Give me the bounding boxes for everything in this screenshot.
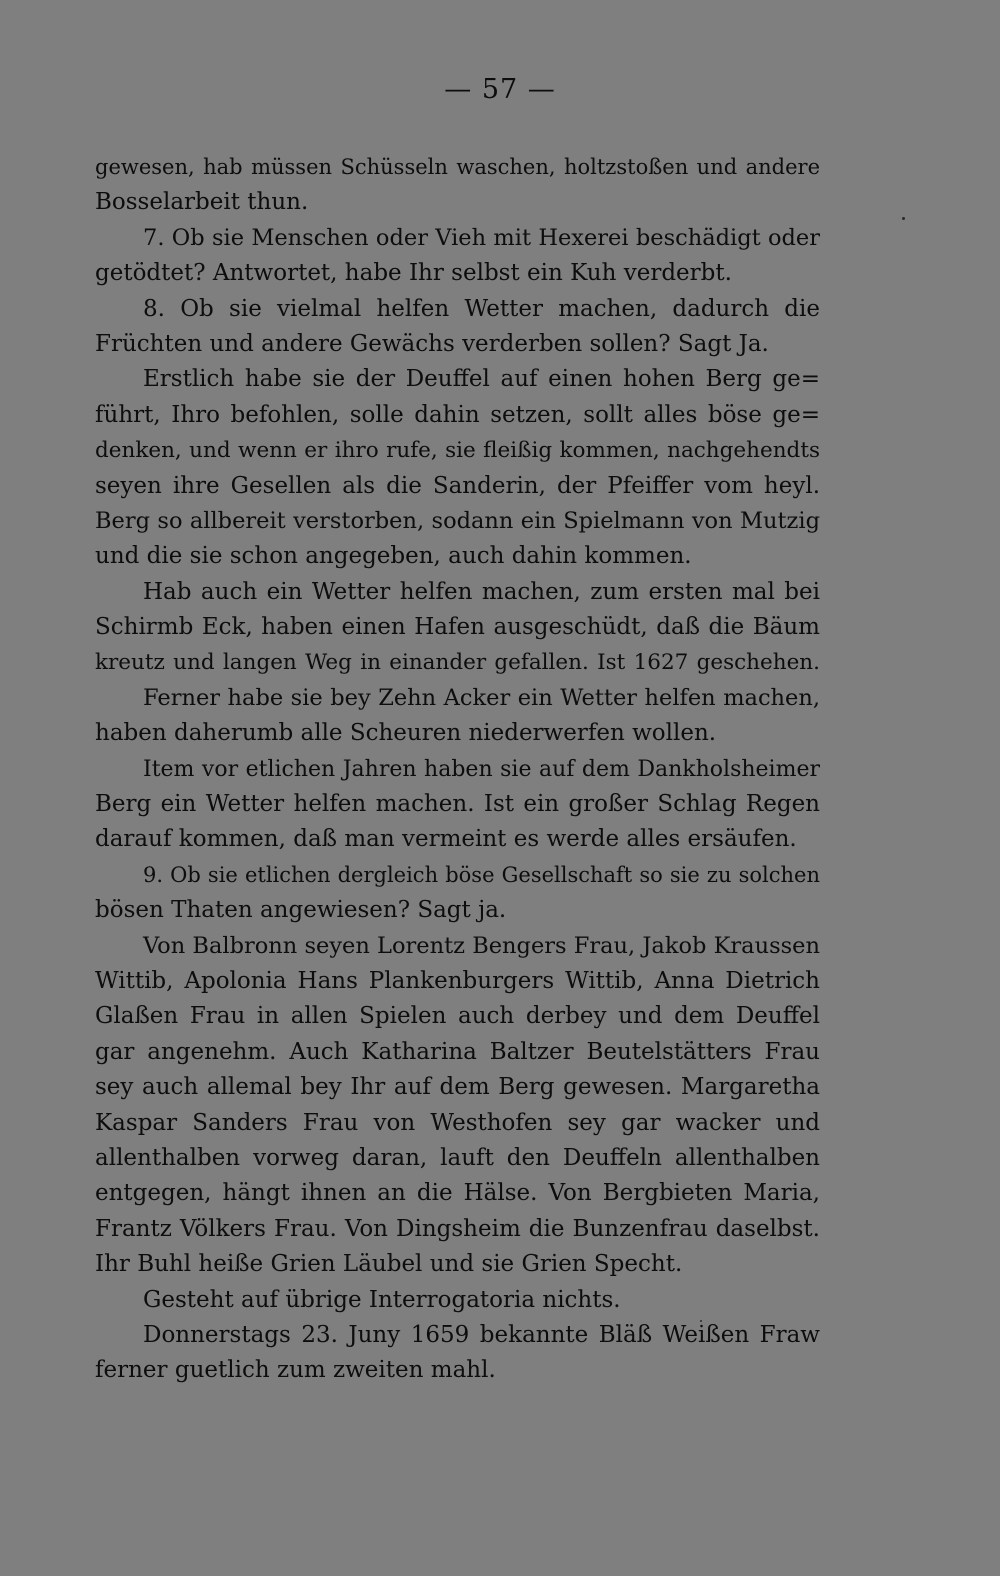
- text-line: haben daherumb alle Scheuren niederwerfen wollen.: [95, 720, 717, 747]
- text-line: Früchten und andere Gewächs verderben sollen? Sagt Ja.: [95, 330, 769, 357]
- text-line: Glaßen Frau in allen Spielen auch derbey und dem Deuffel: [95, 1003, 820, 1030]
- text-line: Item vor etlichen Jahren haben sie auf dem Dankholsheimer: [143, 756, 820, 782]
- text-line: darauf kommen, daß man vermeint es werde alles ersäufen.: [95, 826, 797, 853]
- text-line: Schirmb Eck, haben einen Hafen ausgeschüdt, daß die Bäum: [95, 614, 820, 641]
- text-line: Donnerstags 23. Juny 1659 bekannte Bläß Weißen Fraw: [143, 1321, 820, 1348]
- text-line: 7. Ob sie Menschen oder Vieh mit Hexerei beschädigt oder: [143, 224, 820, 251]
- text-line: denken, und wenn er ihro rufe, sie fleißig kommen, nachgehendts: [95, 438, 820, 464]
- text-line: Ferner habe sie bey Zehn Acker ein Wetter helfen machen,: [143, 684, 820, 711]
- text-line: Bosselarbeit thun.: [95, 189, 309, 216]
- body-text: [95, 150, 820, 1389]
- text-line: entgegen, hängt ihnen an die Hälse. Von Bergbieten Maria,: [95, 1180, 820, 1207]
- text-line: sey auch allemal bey Ihr auf dem Berg gewesen. Margaretha: [95, 1074, 820, 1101]
- text-line: Berg so allbereit verstorben, sodann ein Spielmann von Mutzig: [95, 507, 820, 534]
- text-line: getödtet? Antwortet, habe Ihr selbst ein Kuh verderbt.: [95, 260, 732, 287]
- text-line: Berg ein Wetter helfen machen. Ist ein großer Schlag Regen: [95, 791, 820, 818]
- scan-speck: [700, 1320, 702, 1322]
- scan-speck: [902, 217, 905, 220]
- text-line: Wittib, Apolonia Hans Plankenburgers Wittib, Anna Dietrich: [95, 967, 820, 994]
- text-line: gar angenehm. Auch Katharina Baltzer Beutelstätters Frau: [95, 1038, 820, 1065]
- text-line: führt, Ihro befohlen, solle dahin setzen, sollt alles böse ge=: [95, 401, 820, 428]
- text-line: allenthalben vorweg daran, lauft den Deuffeln allenthalben: [95, 1144, 820, 1171]
- text-line: ferner guetlich zum zweiten mahl.: [95, 1357, 496, 1384]
- text-line: Kaspar Sanders Frau von Westhofen sey gar wacker und: [95, 1109, 820, 1136]
- text-line: 8. Ob sie vielmal helfen Wetter machen, dadurch die: [143, 295, 820, 322]
- text-line: gewesen, hab müssen Schüsseln waschen, holtzstoßen und andere: [95, 155, 820, 179]
- text-line: Frantz Völkers Frau. Von Dingsheim die Bunzenfrau daselbst.: [95, 1215, 820, 1242]
- text-line: Ihr Buhl heiße Grien Läubel und sie Grien Specht.: [95, 1251, 683, 1278]
- page-number: — 57 —: [444, 74, 556, 105]
- text-line: kreutz und langen Weg in einander gefallen. Ist 1627 geschehen.: [95, 650, 820, 676]
- text-line: und die sie schon angegeben, auch dahin kommen.: [95, 543, 692, 570]
- text-line: Von Balbronn seyen Lorentz Bengers Frau, Jakob Kraussen: [143, 932, 820, 959]
- text-line: Hab auch ein Wetter helfen machen, zum ersten mal bei: [143, 578, 820, 605]
- text-line: Gesteht auf übrige Interrogatoria nichts.: [143, 1286, 621, 1313]
- text-line: Erstlich habe sie der Deuffel auf einen hohen Berg ge=: [143, 366, 820, 393]
- text-line: 9. Ob sie etlichen dergleich böse Gesellschaft so sie zu solchen: [143, 862, 820, 887]
- text-line: seyen ihre Gesellen als die Sanderin, der Pfeiffer vom heyl.: [95, 472, 820, 499]
- text-line: bösen Thaten angewiesen? Sagt ja.: [95, 897, 507, 924]
